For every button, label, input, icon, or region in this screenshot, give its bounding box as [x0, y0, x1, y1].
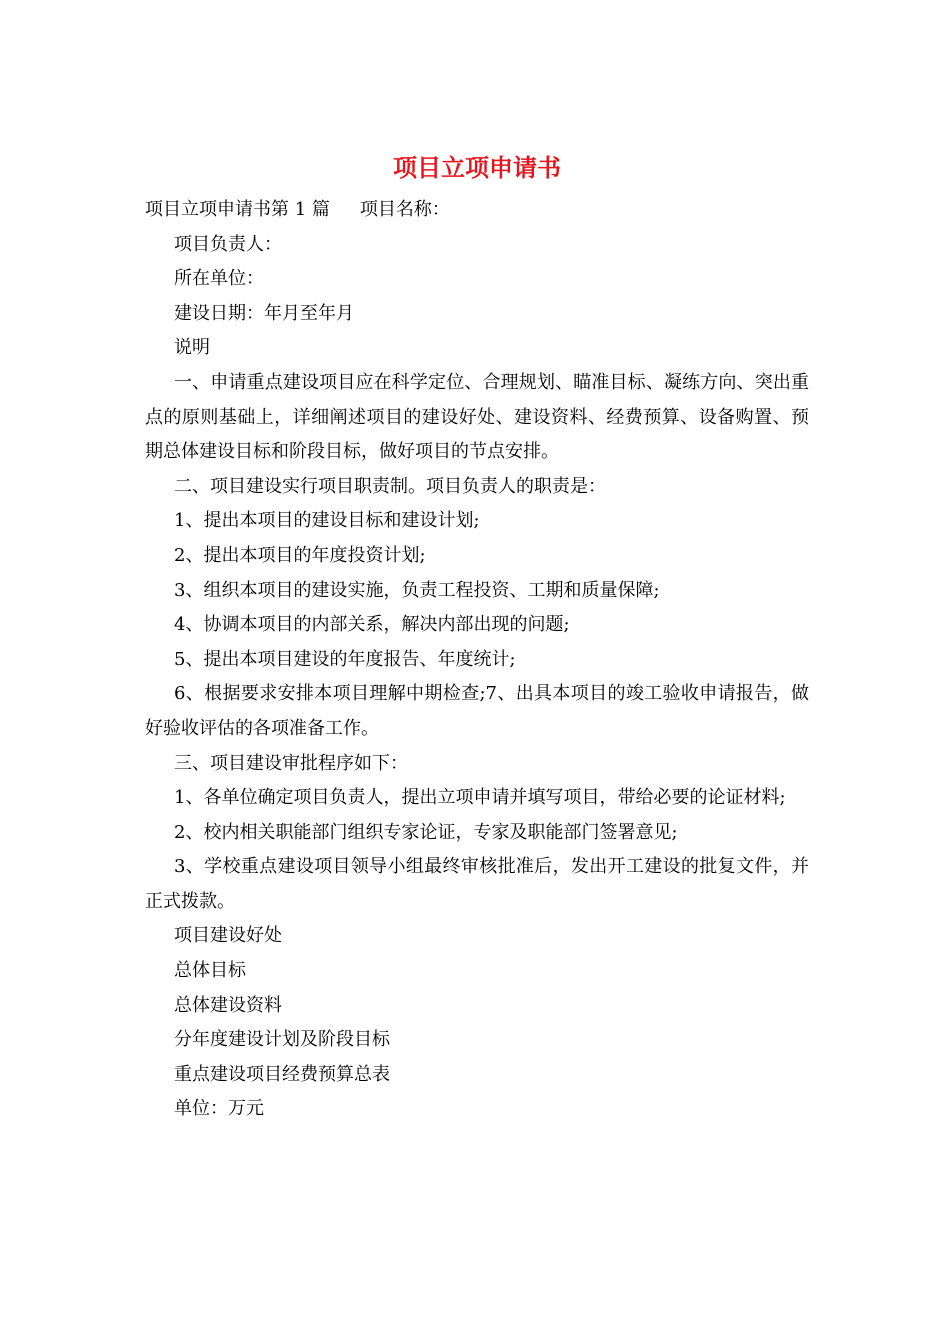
paragraph: 6、根据要求安排本项目理解中期检查;7、出具本项目的竣工验收申请报告，做好验收评估的各项准备工作。: [145, 683, 809, 739]
project-name-label: 项目名称：: [359, 199, 450, 220]
paragraph: 二、项目建设实行项目职责制。项目负责人的职责是：: [174, 475, 606, 497]
paragraph: 1、提出本项目的建设目标和建设计划;: [174, 510, 480, 532]
document-body: [145, 193, 809, 1127]
paragraph: 4、协调本项目的内部关系，解决内部出现的问题;: [174, 614, 570, 636]
paragraph: 1、各单位确定项目负责人，提出立项申请并填写项目，带给必要的论证材料;: [174, 787, 786, 809]
first-line: [145, 193, 809, 228]
paragraph: 5、提出本项目建设的年度报告、年度统计;: [174, 648, 516, 670]
paragraph: 2、校内相关职能部门组织专家论证，专家及职能部门签署意见;: [174, 821, 678, 843]
paragraph: 建设日期：年月至年月: [174, 302, 354, 324]
paragraph: 总体目标: [174, 960, 246, 982]
paragraph: 总体建设资料: [174, 994, 282, 1016]
paragraph: 2、提出本项目的年度投资计划;: [174, 544, 426, 566]
paragraph: 项目建设好处: [174, 925, 282, 947]
paragraph: 一、申请重点建设项目应在科学定位、合理规划、瞄准目标、凝练方向、突出重点的原则基础上，详细阐述项目的建设好处、建设资料、经费预算、设备购置、预期总体建设目标和阶段目标，做好项目的节点安排。: [145, 371, 809, 463]
paragraph: 项目负责人：: [174, 233, 282, 255]
paragraph: 说明: [174, 337, 210, 359]
paragraph: 3、学校重点建设项目领导小组最终审核批准后，发出开工建设的批复文件，并正式拨款。: [145, 856, 809, 912]
paragraph: 3、组织本项目的建设实施，负责工程投资、工期和质量保障;: [174, 579, 660, 601]
paragraph: 重点建设项目经费预算总表: [174, 1063, 390, 1085]
paragraph: 单位：万元: [174, 1098, 264, 1120]
document-title: 项目立项申请书: [393, 153, 561, 182]
paragraph: 三、项目建设审批程序如下：: [174, 752, 408, 774]
paragraph: 分年度建设计划及阶段目标: [174, 1029, 390, 1051]
paragraph: 所在单位：: [174, 268, 264, 290]
chapter-label: 项目立项申请书第 1 篇: [145, 199, 330, 220]
